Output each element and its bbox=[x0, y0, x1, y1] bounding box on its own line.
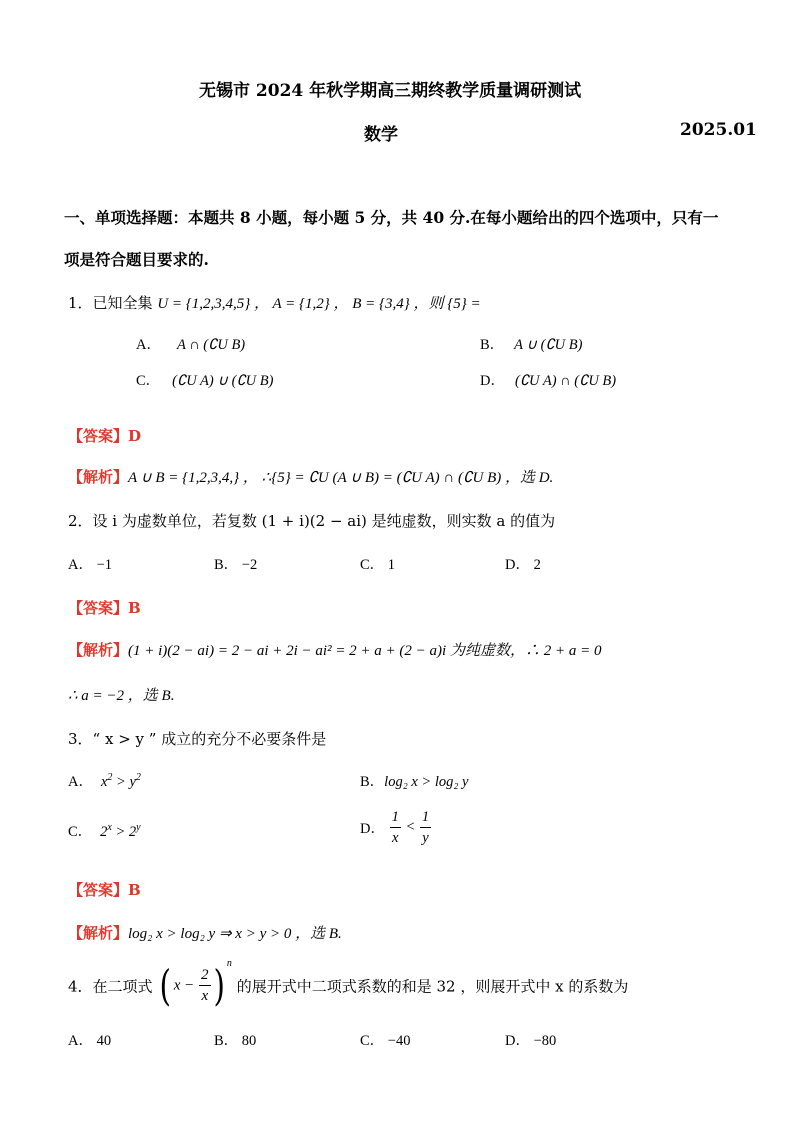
q4-option-b: B． 80 bbox=[214, 1033, 257, 1049]
fraction-1-over-x: $\frac{1}{x}$ bbox=[391, 809, 399, 846]
q4-option-a: A． 40 bbox=[68, 1033, 112, 1049]
q2-option-c: C． 1 bbox=[360, 557, 396, 573]
page-title: 无锡市 2024 年秋学期高三期终教学质量调研测试 bbox=[199, 81, 582, 101]
answer-label: 【答案】 bbox=[68, 881, 129, 899]
q4-option-d: D． −80 bbox=[505, 1033, 557, 1049]
q2-option-a: A． −1 bbox=[68, 557, 113, 573]
q2-analysis-line2: ∴ a = −2 ，选 B. bbox=[68, 688, 175, 704]
q3-option-b: B．log₂ x > log₂ y bbox=[360, 774, 469, 790]
section-heading-line2: 项是符合题目要求的. bbox=[64, 250, 209, 269]
q2-option-d: D． 2 bbox=[505, 557, 541, 573]
subject-title: 数学 bbox=[364, 125, 398, 145]
analysis-label: 【解析】 bbox=[68, 641, 129, 659]
fraction-1-over-y: $\frac{1}{y}$ bbox=[421, 809, 430, 846]
q3-analysis bbox=[68, 922, 342, 943]
q2-option-b: B． −2 bbox=[214, 557, 258, 573]
exam-date: 2025.01 bbox=[680, 120, 757, 140]
question-1-stem bbox=[68, 292, 481, 313]
q3-option-c: C． $2^x > 2^y$ bbox=[68, 822, 141, 840]
q1-option-b: B． A ∪ (∁U B) bbox=[480, 337, 583, 353]
q3-answer bbox=[68, 879, 141, 900]
q1-answer bbox=[68, 425, 141, 446]
analysis-label: 【解析】 bbox=[68, 468, 129, 486]
answer-label: 【答案】 bbox=[68, 599, 129, 617]
q1-analysis-text: A ∪ B = {1,2,3,4,} ， ∴{5} = ∁U (A ∪ B) = (∁U A) ∩ (∁U B) ，选 D. bbox=[128, 470, 554, 486]
q1-option-c: C． (∁U A) ∪ (∁U B) bbox=[136, 373, 274, 389]
q1-analysis bbox=[68, 466, 553, 487]
question-2-stem: 2．设 i 为虚数单位，若复数 (1 + i)(2 − ai) 是纯虚数，则实数 a 的值为 bbox=[68, 512, 556, 530]
q3-answer-value: B bbox=[128, 881, 141, 899]
q2-answer bbox=[68, 597, 141, 618]
q2-analysis-line1: (1 + i)(2 − ai) = 2 − ai + 2i − ai² = 2 + a + (2 − a)i 为纯虚数，∴ 2 + a = 0 bbox=[128, 643, 602, 659]
q3-analysis-text: log₂ x > log₂ y ⇒ x > y > 0 ，选 B. bbox=[128, 926, 342, 942]
q4-option-c: C． −40 bbox=[360, 1033, 411, 1049]
q1-option-d: D． (∁U A) ∩ (∁U B) bbox=[480, 373, 617, 389]
question-3-stem: 3．“ x > y ” 成立的充分不必要条件是 bbox=[68, 730, 327, 748]
section-heading-line1: 一、单项选择题：本题共 8 小题，每小题 5 分，共 40 分.在每小题给出的四个选项中，只有一 bbox=[64, 208, 719, 227]
q1-answer-value: D bbox=[128, 427, 142, 445]
answer-label: 【答案】 bbox=[68, 427, 129, 445]
question-4-stem: 4．在二项式 ( x − $\frac{2}{x}$ ) $^n$ 的展开式中二项式系数的和是 32 ，则展开式中 x 的系数为 bbox=[68, 958, 629, 1010]
q2-answer-value: B bbox=[128, 599, 141, 617]
q3-option-d: D． $\frac{1}{x}$ < $\frac{1}{y}$ bbox=[360, 809, 430, 846]
q3-option-a: A． $x^2 > y^2$ bbox=[68, 772, 141, 790]
q1-option-a: A． A ∩ (∁U B) bbox=[136, 337, 246, 353]
question-1-math: U = {1,2,3,4,5} ， A = {1,2} ， B = {3,4} ，则 {5} = bbox=[157, 296, 481, 312]
question-1-number: 1．已知全集 bbox=[68, 294, 153, 312]
analysis-label: 【解析】 bbox=[68, 924, 129, 942]
fraction-2-over-x: $\frac{2}{x}$ bbox=[201, 967, 209, 1004]
q2-analysis bbox=[68, 639, 601, 660]
